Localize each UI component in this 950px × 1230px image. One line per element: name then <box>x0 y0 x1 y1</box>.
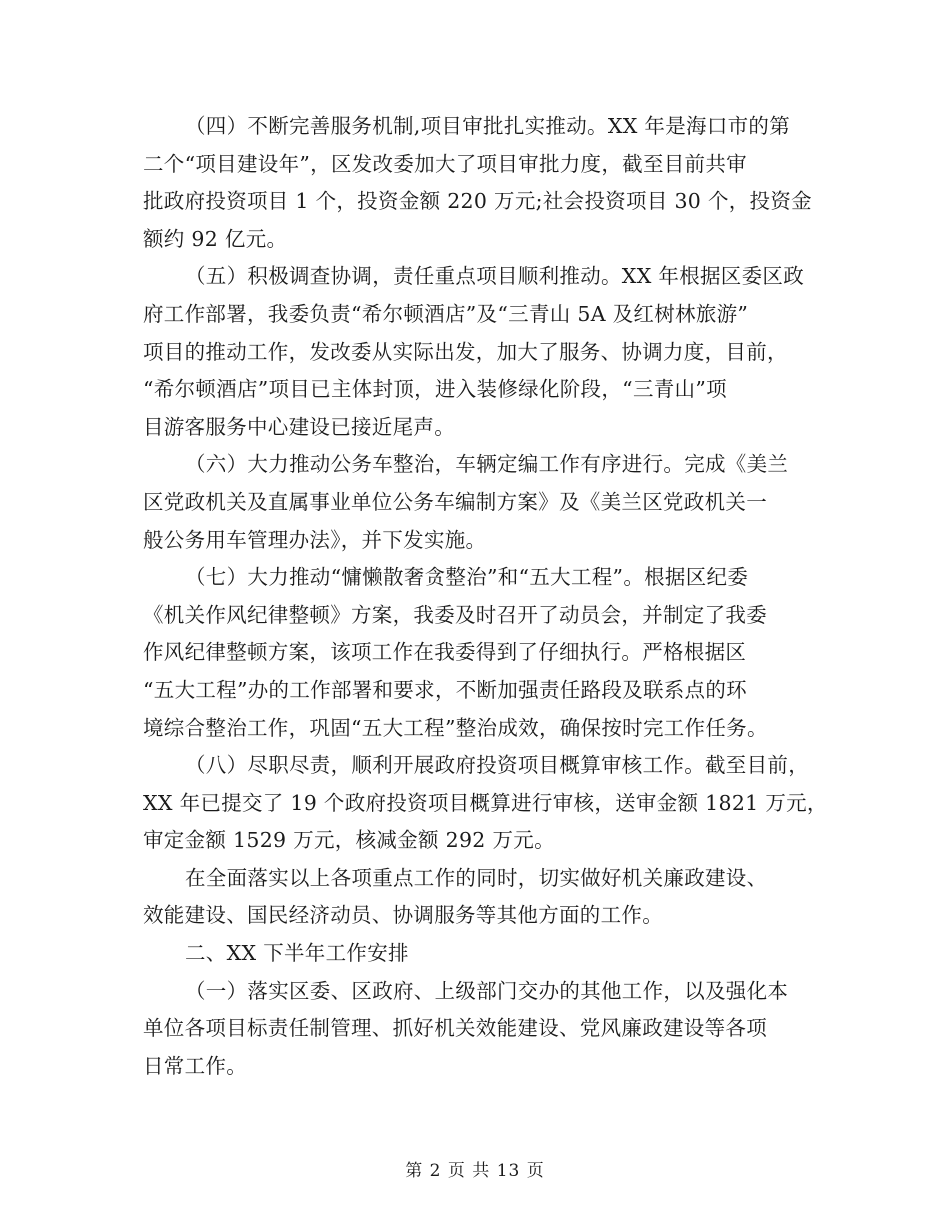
paragraph-line: 批政府投资项目 1 个，投资金额 220 万元;社会投资项目 30 个，投资金 <box>143 189 812 214</box>
paragraph-line: 作风纪律整顿方案，该项工作在我委得到了仔细执行。严格根据区 <box>143 640 747 665</box>
paragraph-line: （六）大力推动公务车整治，车辆定编工作有序进行。完成《美兰 <box>185 452 789 477</box>
paragraph-line: （四）不断完善服务机制,项目审批扎实推动。XX 年是海口市的第 <box>185 114 791 138</box>
paragraph-line: 境综合整治工作，巩固“五大工程”整治成效，确保按时完工作任务。 <box>143 715 768 740</box>
paragraph-line: 审定金额 1529 万元，核减金额 292 万元。 <box>143 828 555 853</box>
paragraph-line: （七）大力推动“慵懒散奢贪整治”和“五大工程”。根据区纪委 <box>185 565 749 590</box>
section-heading: 二、XX 下半年工作安排 <box>185 941 409 966</box>
paragraph-line: （五）积极调查协调，责任重点项目顺利推动。XX 年根据区委区政 <box>185 264 805 289</box>
paragraph-line: 区党政机关及直属事业单位公务车编制方案》及《美兰区党政机关一 <box>143 489 767 514</box>
paragraph-line: “希尔顿酒店”项目已主体封顶，进入装修绿化阶段，“三青山”项 <box>143 377 727 402</box>
paragraph-line: 目游客服务中心建设已接近尾声。 <box>143 414 455 439</box>
paragraph-line: 日常工作。 <box>143 1053 247 1078</box>
paragraph-line: 项目的推动工作，发改委从实际出发，加大了服务、协调力度，目前， <box>143 339 788 364</box>
paragraph-line: （八）尽职尽责，顺利开展政府投资项目概算审核工作。截至目前， <box>185 753 809 778</box>
paragraph-line: 在全面落实以上各项重点工作的同时，切实做好机关廉政建设、 <box>185 865 768 890</box>
paragraph-line: 单位各项目标责任制管理、抓好机关效能建设、党风廉政建设等各项 <box>143 1016 767 1041</box>
paragraph-line: XX 年已提交了 19 个政府投资项目概算进行审核，送审金额 1821 万元， <box>143 790 828 815</box>
paragraph-line: （一）落实区委、区政府、上级部门交办的其他工作，以及强化本 <box>185 978 789 1003</box>
page-number-footer: 第 2 页 共 13 页 <box>405 1161 545 1181</box>
paragraph-line: 《机关作风纪律整顿》方案，我委及时召开了动员会，并制定了我委 <box>143 602 767 627</box>
paragraph-line: 二个“项目建设年”，区发改委加大了项目审批力度，截至目前共审 <box>143 151 747 176</box>
paragraph-line: 般公务用车管理办法》，并下发实施。 <box>143 527 487 552</box>
paragraph-line: 额约 92 亿元。 <box>143 226 288 251</box>
paragraph-line: “五大工程”办的工作部署和要求，不断加强责任路段及联系点的环 <box>143 677 747 702</box>
document-body <box>143 108 828 1085</box>
paragraph-line: 效能建设、国民经济动员、协调服务等其他方面的工作。 <box>143 903 663 928</box>
paragraph-line: 府工作部署，我委负责“希尔顿酒店”及“三青山 5A 及红树林旅游” <box>143 301 749 326</box>
